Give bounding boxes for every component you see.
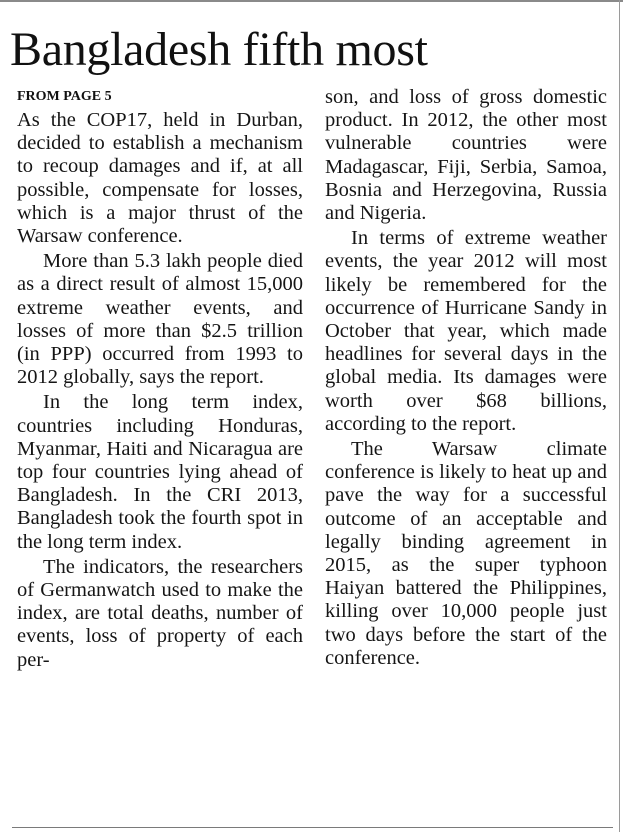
paragraph: More than 5.3 lakh people died as a direct result of almost 15,000 extreme weather events, and losses of more than $2.5 trillion (in PPP) occurred from 1993 to 2012 globally, says the report. xyxy=(17,250,303,389)
paragraph: The Warsaw climate conference is likely to heat up and pave the way for a successful outcome of an acceptable and legally binding agreement in 2015, as the super typhoon Haiyan battered the Philippines, killing over 10,000 people just two days before the start of the conference. xyxy=(325,438,607,669)
paragraph: In terms of extreme weather events, the year 2012 will most likely be remembered for the occurrence of Hurricane Sandy in October that year, which made headlines for several days in the global media. Its damages were worth over $68 billions, according to the report. xyxy=(325,227,607,435)
paragraph: son, and loss of gross domestic product. In 2012, the other most vulnerable countries were Madagascar, Fiji, Serbia, Samoa, Bosnia and Herzegovina, Russia and Nigeria. xyxy=(325,86,607,225)
bottom-rule xyxy=(12,827,613,828)
continuation-kicker: FROM PAGE 5 xyxy=(17,89,112,104)
paragraph: As the COP17, held in Durban, decided to establish a mechanism to recoup damages and if, at all possible, compensate for losses, which is a major thrust of the Warsaw conference. xyxy=(17,109,303,248)
left-column xyxy=(17,109,303,672)
right-column xyxy=(325,86,607,670)
right-rule xyxy=(619,0,620,832)
paragraph: In the long term index, countries including Honduras, Myanmar, Haiti and Nicaragua are top four countries lying ahead of Bangladesh. In the CRI 2013, Bangladesh took the fourth spot in the long term index. xyxy=(17,391,303,553)
top-rule xyxy=(0,0,623,2)
article-headline: Bangladesh fifth most xyxy=(10,23,428,76)
paragraph: The indicators, the researchers of Germanwatch used to make the index, are total deaths, number of events, loss of property of each per- xyxy=(17,555,303,671)
